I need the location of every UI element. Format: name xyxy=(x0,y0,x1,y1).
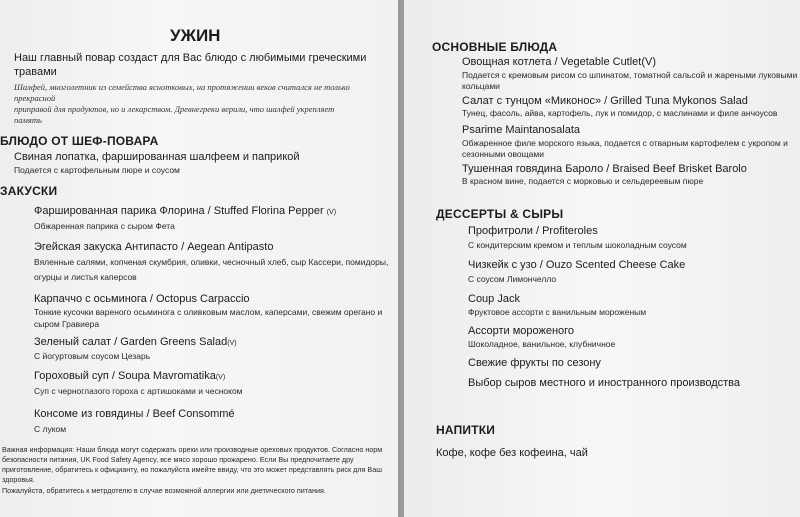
dish-name: Салат с тунцом «Миконос» / Grilled Tuna Mykonos Salad xyxy=(462,95,748,107)
dish-desc: Тунец, фасоль, айва, картофель, лук и помидор, с маслинами и филе анчоусов xyxy=(462,108,778,118)
dish-desc: Подается с кремовым рисом со шпинатом, томатной сальсой и жареными луковыми xyxy=(462,70,798,80)
dish-desc: С соусом Лимончелло xyxy=(468,274,557,284)
dish-name: Ассорти мороженого xyxy=(468,325,575,337)
dish-title: Зеленый салат / Garden Greens Salad xyxy=(34,336,228,348)
notice-line-1: Важная информация: Наши блюда могут содержать орехи или производные ореховых продуктов. Согласно норм xyxy=(2,445,383,454)
dish-desc: В красном вине, подается с морковью и сельдереевым пюре xyxy=(462,176,704,186)
dish-desc: Фруктовое ассорти с ванильным мороженым xyxy=(468,307,647,317)
dish-desc: сезонными овощами xyxy=(462,149,544,159)
dish-name: Карпаччо с осьминога / Octopus Carpaccio xyxy=(34,293,250,305)
notice-line-2: безопасности питания, UK Food Safety Agency, все мясо хорошо прожарено. Если Вы предпочитаете дру xyxy=(2,455,354,464)
dish-name: Чизкейк с узо / Ouzo Scented Cheese Cake xyxy=(468,259,686,271)
dish-desc: Суп с черноглазого гороха с артишоками и чесноком xyxy=(34,386,243,396)
notice-line-5: Пожалуйста, обратитесь к метрдотелю в случае возможной аллергии или диетического питания. xyxy=(2,486,326,495)
notice-line-3: приготовление, обратитесь к официанту, но пожалуйста имейте ввиду, что это может представлять риск для Ваш xyxy=(2,465,382,474)
dish-name: Coup Jack xyxy=(468,293,520,305)
intro-italic-line-1: Шалфей, многолетник из семейства яснотковых, на протяжении веков считался не только xyxy=(14,82,350,92)
dish-desc: С кондитерским кремом и теплым шоколадным соусом xyxy=(468,240,687,250)
menu-page-left xyxy=(0,0,398,517)
intro-text-line-1: Наш главный повар создаст для Вас блюдо с любимыми греческими xyxy=(14,52,367,64)
dish-desc: сыром Гравиера xyxy=(34,319,100,329)
intro-italic-line-3: приправой для продуктов, но и лекарством. Древнегреки верили, что шалфей укрепляет xyxy=(14,104,335,114)
intro-italic-line-4: память xyxy=(14,115,42,125)
dish-name-chef: Свиная лопатка, фаршированная шалфеем и паприкой xyxy=(14,151,300,163)
section-heading-drinks: НАПИТКИ xyxy=(436,423,496,437)
section-heading-starters: ЗАКУСКИ xyxy=(0,184,58,198)
dish-desc: кольцами xyxy=(462,81,500,91)
dish-name: Овощная котлета / Vegetable Cutlet(V) xyxy=(462,56,657,68)
dish-desc: С йогуртовым соусом Цезарь xyxy=(34,351,151,361)
dish-desc: Обжаренное филе морского языка, подается с отварным картофелем с укропом и xyxy=(462,138,788,148)
dish-desc: огурцы и листья каперсов xyxy=(34,272,137,282)
vegetarian-mark: (V) xyxy=(215,374,226,381)
menu-page-right xyxy=(404,0,800,517)
dish-title: Гороховый суп / Soupa Mavromatika xyxy=(34,370,216,382)
dish-name xyxy=(34,205,336,217)
dish-name xyxy=(34,336,237,348)
dish-name: Эгейская закуска Антипасто / Aegean Antipasto xyxy=(34,241,274,253)
dish-name: Профитроли / Profiteroles xyxy=(468,225,598,237)
dish-name: Консоме из говядины / Beef Consommé xyxy=(34,408,235,420)
dish-desc: Обжаренная паприка с сыром Фета xyxy=(34,221,175,231)
dish-desc: Вяленные салями, копченая скумбрия, оливки, чесночный хлеб, сыр Кассери, помидоры, xyxy=(34,257,389,267)
vegetarian-mark: (V) xyxy=(326,209,337,216)
dish-name: Psarime Maintanosalata xyxy=(462,124,581,136)
dish-title: Фаршированная парика Флорина / Stuffed Florina Pepper xyxy=(34,205,324,217)
intro-italic-line-2: прекрасной xyxy=(14,93,56,103)
drinks-text: Кофе, кофе без кофеина, чай xyxy=(436,447,588,459)
dish-desc: Тонкие кусочки вареного осьминога с оливковым маслом, каперсами, свежим орегано и xyxy=(34,307,383,317)
vegetarian-mark: (V) xyxy=(227,340,237,347)
dish-name: Свежие фрукты по сезону xyxy=(468,357,601,369)
section-heading-desserts: ДЕССЕРТЫ & СЫРЫ xyxy=(436,207,564,221)
dish-name xyxy=(34,370,225,382)
section-heading-mains: ОСНОВНЫЕ БЛЮДА xyxy=(432,40,558,54)
dish-desc: Шоколадное, ванильное, клубничное xyxy=(468,339,616,349)
intro-text-line-2: травами xyxy=(14,66,57,78)
section-heading-chef: БЛЮДО ОТ ШЕФ-ПОВАРА xyxy=(0,134,159,148)
dish-desc: С луком xyxy=(34,424,67,434)
dish-name: Тушенная говядина Бароло / Braised Beef Brisket Barolo xyxy=(462,163,747,175)
notice-line-4: здоровья. xyxy=(2,475,35,484)
menu-title: УЖИН xyxy=(170,26,221,45)
dish-name: Выбор сыров местного и иностранного производства xyxy=(468,377,741,389)
dish-desc-chef: Подается с картофельным пюре и соусом xyxy=(14,165,180,175)
